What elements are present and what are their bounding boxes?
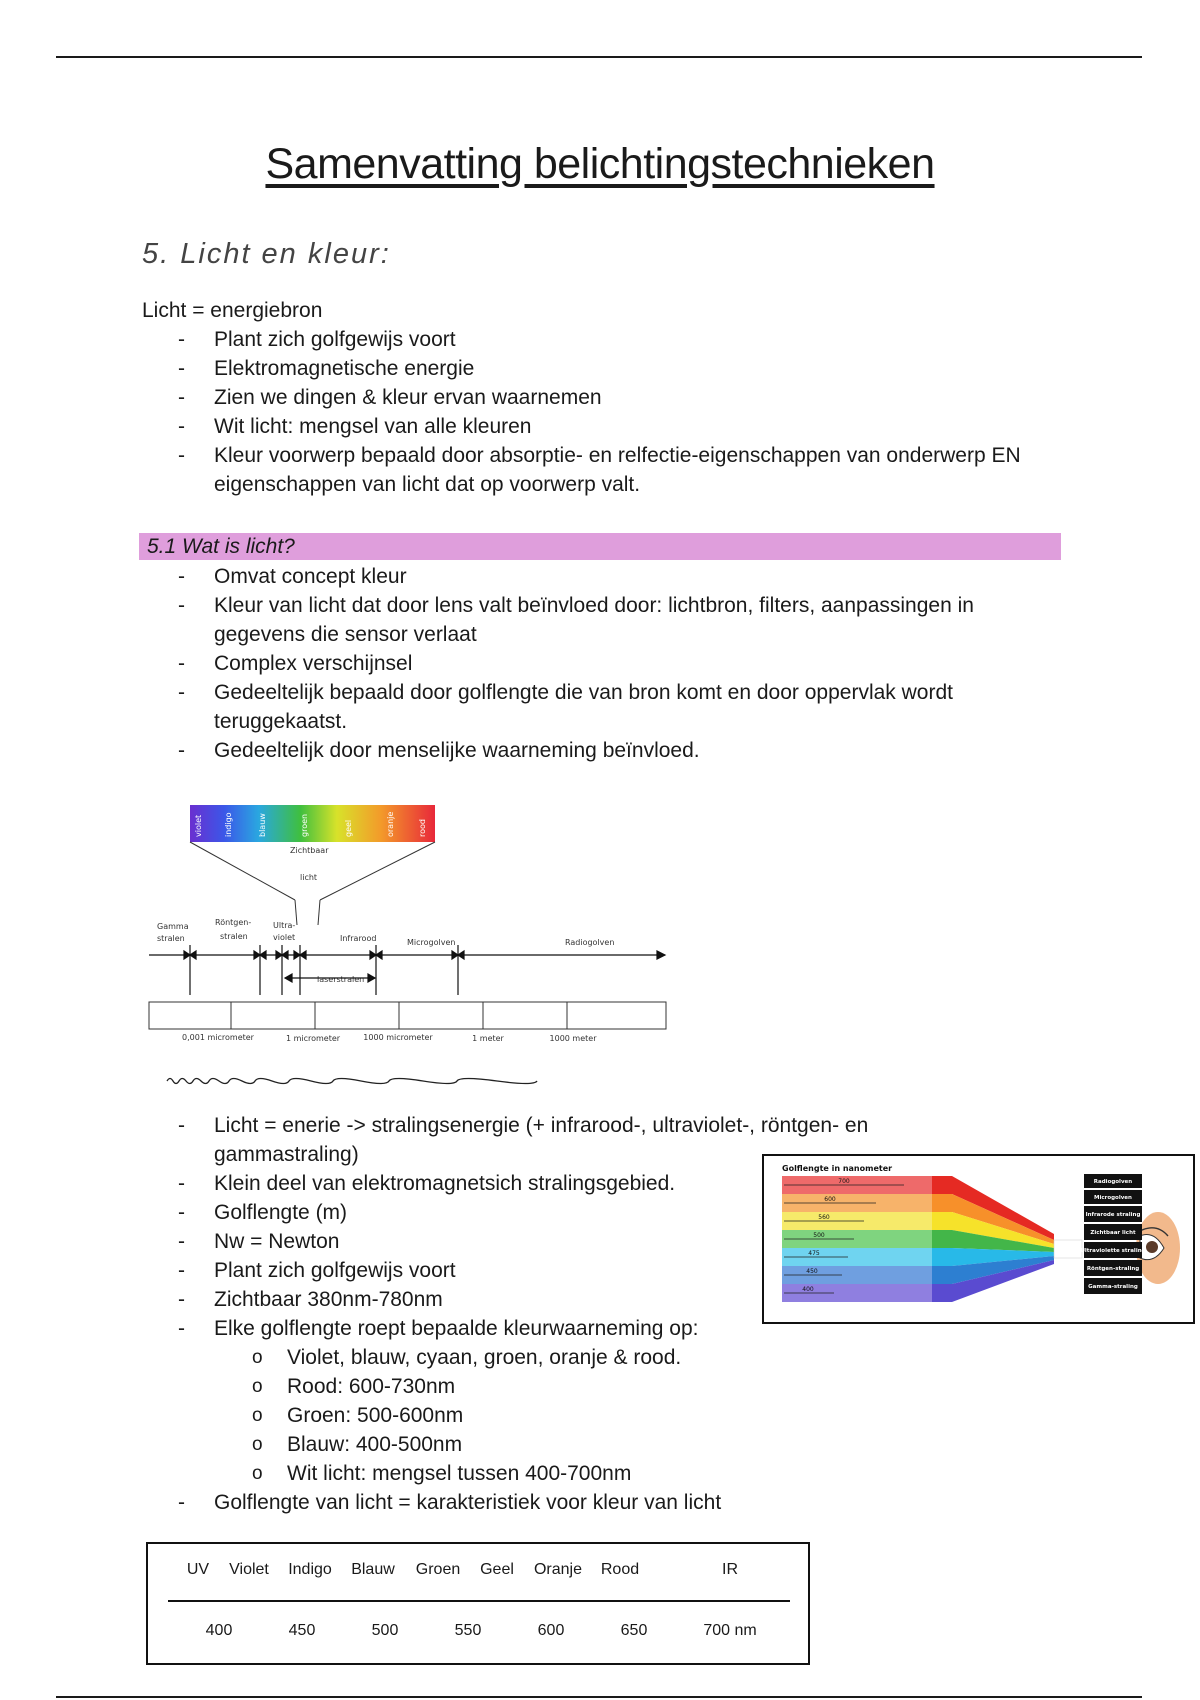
list-item: o Blauw: 400-500nm bbox=[142, 1430, 1062, 1459]
list-item: o Groen: 500-600nm bbox=[142, 1401, 1062, 1430]
table-header-cell: Rood bbox=[600, 1561, 640, 1578]
table-cell: 400 bbox=[205, 1622, 233, 1639]
table-cell: 700 nm bbox=[703, 1622, 757, 1639]
scale-label: 0,001 micrometer bbox=[182, 1033, 254, 1042]
list-item: - Golflengte van licht = karakteristiek voor kleur van licht bbox=[142, 1488, 1062, 1517]
table-cell: 500 bbox=[371, 1622, 399, 1639]
prism-graphic bbox=[764, 1156, 1193, 1322]
light-fan bbox=[932, 1176, 1082, 1302]
intro-label: Licht = energiebron bbox=[142, 299, 323, 322]
prism-title: Golflengte in nanometer bbox=[782, 1164, 893, 1173]
radiation-label: Ultraviolette straling bbox=[1080, 1248, 1146, 1254]
wavelength-label: 400 bbox=[802, 1286, 814, 1293]
scale-label: 1000 micrometer bbox=[363, 1033, 433, 1042]
table-cell: 450 bbox=[288, 1622, 316, 1639]
table-cell: 550 bbox=[454, 1622, 482, 1639]
radiation-label: Röntgen-straling bbox=[1086, 1266, 1140, 1272]
region-label: Radiogolven bbox=[565, 938, 615, 947]
list-item: - Wit licht: mengsel van alle kleuren bbox=[142, 412, 1062, 441]
scale-label: 1000 meter bbox=[549, 1034, 597, 1043]
wave-line bbox=[167, 1079, 537, 1084]
scale-label: 1 micrometer bbox=[285, 1034, 341, 1043]
band-label: violet bbox=[194, 814, 203, 837]
subsection-block bbox=[142, 562, 1062, 765]
visible-label: licht bbox=[300, 873, 318, 882]
region-label: violet bbox=[273, 933, 296, 942]
region-label: Microgolven bbox=[407, 938, 456, 947]
region-label: Ultra- bbox=[273, 921, 296, 930]
band-label: indigo bbox=[224, 812, 233, 837]
band-label: oranje bbox=[386, 811, 395, 837]
top-rule bbox=[56, 56, 1142, 58]
radiation-label: Infrarode straling bbox=[1085, 1212, 1141, 1218]
radiation-label: Gamma-straling bbox=[1088, 1284, 1138, 1290]
list-item: - Golflengte (m) bbox=[142, 1198, 1062, 1227]
wavelength-label: 450 bbox=[806, 1268, 818, 1275]
table-header-cell: Geel bbox=[480, 1561, 514, 1578]
list-item: o Wit licht: mengsel tussen 400-700nm bbox=[142, 1459, 1062, 1488]
band-label: groen bbox=[300, 813, 309, 837]
list-item: - Plant zich golfgewijs voort bbox=[142, 1256, 1062, 1285]
list-item: - Plant zich golfgewijs voort bbox=[142, 325, 1062, 354]
list-item: - Omvat concept kleur bbox=[142, 562, 1062, 591]
band-label: geel bbox=[344, 819, 353, 837]
region-label: stralen bbox=[220, 932, 248, 941]
list-item: o Violet, blauw, cyaan, groen, oranje & rood. bbox=[142, 1343, 1062, 1372]
table-header-cell: Oranje bbox=[533, 1561, 583, 1578]
list-item: - Nw = Newton bbox=[142, 1227, 1062, 1256]
list-item: - Kleur voorwerp bepaald door absorptie- en relfectie-eigenschappen van onderwerp EN eigenschappen van licht dat op voorwerp valt. bbox=[142, 441, 1062, 499]
wavelength-label: 700 bbox=[838, 1178, 850, 1185]
region-label: stralen bbox=[157, 934, 185, 943]
section-heading: 5. Licht en kleur: bbox=[142, 238, 391, 270]
list-item: - Gedeeltelijk door menselijke waarneming beïnvloed. bbox=[142, 736, 1062, 765]
document-title: Samenvatting belichtingstechnieken bbox=[265, 140, 935, 188]
wavelength-label: 475 bbox=[808, 1250, 820, 1257]
list-item: - Kleur van licht dat door lens valt beïnvloed door: lichtbron, filters, aanpassingen in gegevens die sensor verlaat bbox=[142, 591, 1062, 649]
table-header-cell: IR bbox=[722, 1561, 738, 1578]
region-label: Gamma bbox=[157, 922, 189, 931]
bottom-rule bbox=[56, 1696, 1142, 1698]
table-header-cell: Indigo bbox=[288, 1561, 332, 1578]
table-header-cell: UV bbox=[186, 1561, 210, 1578]
region-label: laserstralen bbox=[317, 975, 365, 984]
subsection-heading: 5.1 Wat is licht? bbox=[139, 533, 1061, 560]
table-header-cell: Blauw bbox=[351, 1561, 395, 1578]
intro-list bbox=[142, 325, 1062, 499]
table-cell: 650 bbox=[620, 1622, 648, 1639]
wavelength-label: 600 bbox=[824, 1196, 836, 1203]
radiation-label: Zichtbaar licht bbox=[1090, 1230, 1136, 1236]
visible-label: Zichtbaar bbox=[290, 846, 329, 855]
wavelength-label: 500 bbox=[813, 1232, 825, 1239]
list-item: - Klein deel van elektromagnetsich stralingsgebied. bbox=[142, 1169, 1062, 1198]
list-item: - Elektromagnetische energie bbox=[142, 354, 1062, 383]
list-item: - Licht = enerie -> stralingsenergie (+ infrarood-, ultraviolet-, röntgen- en gammastraling) bbox=[142, 1111, 874, 1169]
prism-diagram bbox=[762, 1154, 1195, 1324]
table-rule bbox=[168, 1600, 790, 1602]
list-item: - Gedeeltelijk bepaald door golflengte die van bron komt en door oppervlak wordt teruggekaatst. bbox=[142, 678, 1062, 736]
radiation-label: Microgolven bbox=[1094, 1195, 1132, 1201]
band-label: rood bbox=[418, 819, 427, 837]
table-cell: 600 bbox=[537, 1622, 565, 1639]
region-label: Röntgen- bbox=[215, 918, 252, 927]
intro-block bbox=[142, 296, 1062, 499]
list-item: - Zien we dingen & kleur ervan waarnemen bbox=[142, 383, 1062, 412]
subsection-list bbox=[142, 562, 1062, 765]
wavelength-label: 560 bbox=[818, 1214, 830, 1221]
radiation-label: Radiogolven bbox=[1093, 1179, 1133, 1185]
region-label: Infrarood bbox=[340, 934, 377, 943]
table-header-cell: Groen bbox=[415, 1561, 461, 1578]
list-item: - Elke golflengte roept bepaalde kleurwaarneming op: bbox=[142, 1314, 1062, 1343]
wavelength-table bbox=[146, 1542, 810, 1665]
list-item: o Rood: 600-730nm bbox=[142, 1372, 1062, 1401]
list-item: - Zichtbaar 380nm-780nm bbox=[142, 1285, 1062, 1314]
table-header-cell: Violet bbox=[229, 1561, 269, 1578]
list-item: - Complex verschijnsel bbox=[142, 649, 1062, 678]
spectrum-diagram bbox=[145, 795, 675, 1110]
scale-label: 1 meter bbox=[472, 1034, 504, 1043]
band-label: blauw bbox=[258, 813, 267, 837]
